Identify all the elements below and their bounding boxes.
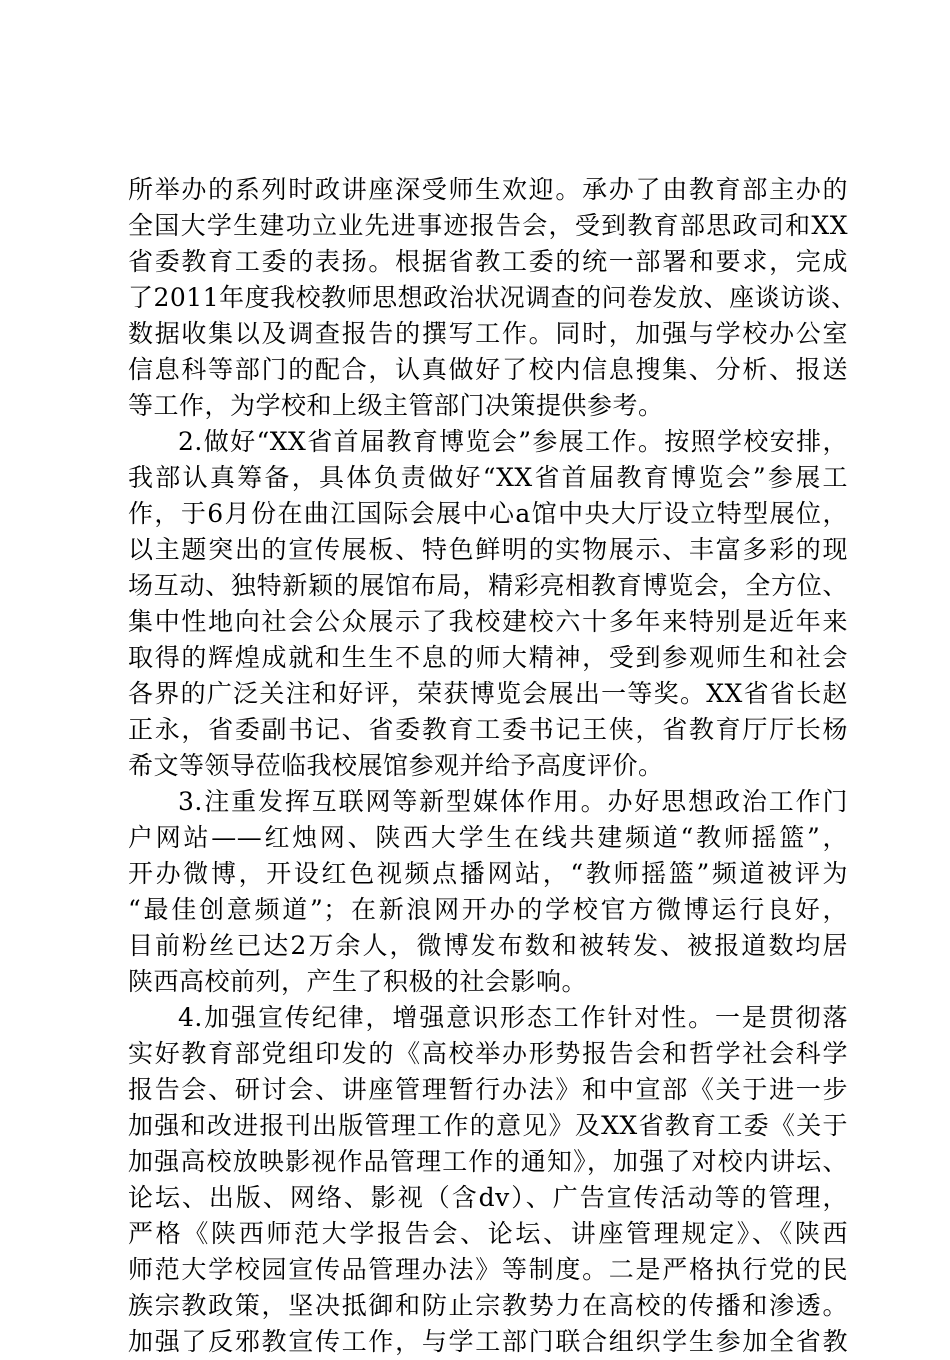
text-line: 加强和改进报刊出版管理工作的意见》及XX省教育工委《关于 xyxy=(128,1111,848,1140)
text-line: 实好教育部党组印发的《高校举办形势报告会和哲学社会科学 xyxy=(128,1039,848,1068)
text-line: 各界的广泛关注和好评，荣获博览会展出一等奖。XX省省长赵 xyxy=(128,679,848,708)
text-line: 目前粉丝已达2万余人，微博发布数和被转发、被报道数均居 xyxy=(128,931,848,960)
text-line: 族宗教政策，坚决抵御和防止宗教势力在高校的传播和渗透。 xyxy=(128,1291,848,1320)
text-line: 正永，省委副书记、省委教育工委书记王侠，省教育厅厅长杨 xyxy=(128,715,848,744)
text-line: 省委教育工委的表扬。根据省教工委的统一部署和要求，完成 xyxy=(128,247,848,276)
text-line: 严格《陕西师范大学报告会、论坛、讲座管理规定》、《陕西 xyxy=(128,1219,848,1248)
text-line: 数据收集以及调查报告的撰写工作。同时，加强与学校办公室 xyxy=(128,319,848,348)
text-line: 开办微博，开设红色视频点播网站，“教师摇篮”频道被评为 xyxy=(128,859,848,888)
text-line: “最佳创意频道”；在新浪网开办的学校官方微博运行良好， xyxy=(128,895,848,924)
text-line: 论坛、出版、网络、影视（含dv）、广告宣传活动等的管理， xyxy=(128,1183,848,1212)
text-line: 报告会、研讨会、讲座管理暂行办法》和中宣部《关于进一步 xyxy=(128,1075,848,1104)
text-line: 4.加强宣传纪律，增强意识形态工作针对性。一是贯彻落 xyxy=(178,1003,848,1032)
text-line: 所举办的系列时政讲座深受师生欢迎。承办了由教育部主办的 xyxy=(128,175,848,204)
text-line: 作，于6月份在曲江国际会展中心a馆中央大厅设立特型展位， xyxy=(128,499,848,528)
text-line: 等工作，为学校和上级主管部门决策提供参考。 xyxy=(128,391,664,420)
text-line: 集中性地向社会公众展示了我校建校六十多年来特别是近年来 xyxy=(128,607,848,636)
text-line: 2.做好“XX省首届教育博览会”参展工作。按照学校安排， xyxy=(178,427,848,456)
text-line: 希文等领导莅临我校展馆参观并给予高度评价。 xyxy=(128,751,664,780)
text-line: 全国大学生建功立业先进事迹报告会，受到教育部思政司和XX xyxy=(128,211,848,240)
text-line: 户网站——红烛网、陕西大学生在线共建频道“教师摇篮”， xyxy=(128,823,848,852)
text-line: 加强了反邪教宣传工作，与学工部门联合组织学生参加全省教 xyxy=(128,1327,848,1356)
text-line: 我部认真筹备，具体负责做好“XX省首届教育博览会”参展工 xyxy=(128,463,848,492)
body-text xyxy=(128,172,857,1360)
text-line: 师范大学校园宣传品管理办法》等制度。二是严格执行党的民 xyxy=(128,1255,848,1284)
text-line: 取得的辉煌成就和生生不息的师大精神，受到参观师生和社会 xyxy=(128,643,848,672)
text-line: 场互动、独特新颖的展馆布局，精彩亮相教育博览会，全方位、 xyxy=(128,571,848,600)
text-line: 以主题突出的宣传展板、特色鲜明的实物展示、丰富多彩的现 xyxy=(128,535,848,564)
text-line: 信息科等部门的配合，认真做好了校内信息搜集、分析、报送 xyxy=(128,355,848,384)
text-line: 了2011年度我校教师思想政治状况调查的问卷发放、座谈访谈、 xyxy=(128,283,857,312)
text-line: 3.注重发挥互联网等新型媒体作用。办好思想政治工作门 xyxy=(178,787,848,816)
text-line: 加强高校放映影视作品管理工作的通知》，加强了对校内讲坛、 xyxy=(128,1147,848,1176)
text-line: 陕西高校前列，产生了积极的社会影响。 xyxy=(128,967,588,996)
